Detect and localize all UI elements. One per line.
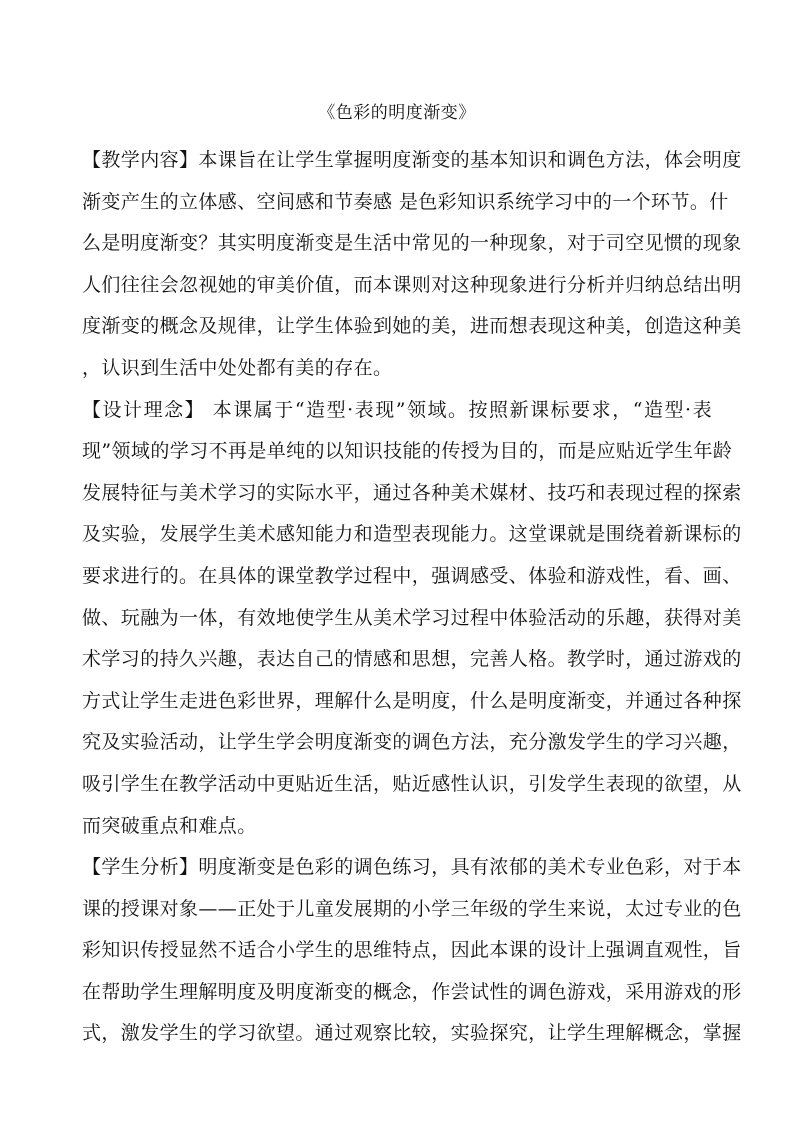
text-line: 做、玩融为一体，有效地使学生从美术学习过程中体验活动的乐趣，获得对美 [82,606,742,629]
text-line: 式，激发学生的学习欲望。通过观察比较，实验探究，让学生理解概念，掌握 [82,1022,742,1045]
text-line: ，认识到生活中处处都有美的存在。 [82,356,393,379]
document-body [82,140,742,1055]
text-line: 发展特征与美术学习的实际水平，通过各种美术媒材、技巧和表现过程的探索 [82,481,742,504]
text-line: 在帮助学生理解明度及明度渐变的概念，作尝试性的调色游戏，采用游戏的形 [82,980,742,1003]
text-line: 【教学内容】本课旨在让学生掌握明度渐变的基本知识和调色方法，体会明度 [82,149,742,171]
text-line: 人们往往会忽视她的审美价值，而本课则对这种现象进行分析并归纳总结出明 [82,273,742,296]
text-line: 度渐变的概念及规律，让学生体验到她的美，进而想表现这种美，创造这种美 [82,315,742,338]
text-line: 术学习的持久兴趣，表达自己的情感和思想，完善人格。教学时，通过游戏的 [82,648,742,671]
text-line: 现”领域的学习不再是单纯的以知识技能的传授为目的，而是应贴近学生年龄 [82,440,733,463]
text-line: 要求进行的。在具体的课堂教学过程中，强调感受、体验和游戏性，看、画、 [82,564,742,587]
text-line: 【设计理念】 本课属于“造型·表现”领域。按照新课标要求，“造型·表 [82,398,712,421]
text-line: 及实验，发展学生美术感知能力和造型表现能力。这堂课就是围绕着新课标的 [82,523,742,546]
text-line: 彩知识传授显然不适合小学生的思维特点，因此本课的设计上强调直观性，旨 [82,939,742,962]
document-title: 《色彩的明度渐变》 [318,103,476,123]
text-line: 么是明度渐变？其实明度渐变是生活中常见的一种现象，对于司空见惯的现象 [82,232,742,255]
text-line: 而突破重点和难点。 [82,814,257,837]
text-line: 吸引学生在教学活动中更贴近生活，贴近感性认识，引发学生表现的欲望，从 [82,772,742,795]
text-line: 方式让学生走进色彩世界，理解什么是明度，什么是明度渐变，并通过各种探 [82,689,742,712]
text-line: 究及实验活动，让学生学会明度渐变的调色方法，充分激发学生的学习兴趣， [82,731,742,754]
text-line: 【学生分析】明度渐变是色彩的调色练习，具有浓郁的美术专业色彩，对于本 [82,856,742,879]
text-line: 渐变产生的立体感、空间感和节奏感 是色彩知识系统学习中的一个环节。什 [82,190,729,213]
text-line: 课的授课对象——正处于儿童发展期的小学三年级的学生来说，太过专业的色 [82,897,742,920]
